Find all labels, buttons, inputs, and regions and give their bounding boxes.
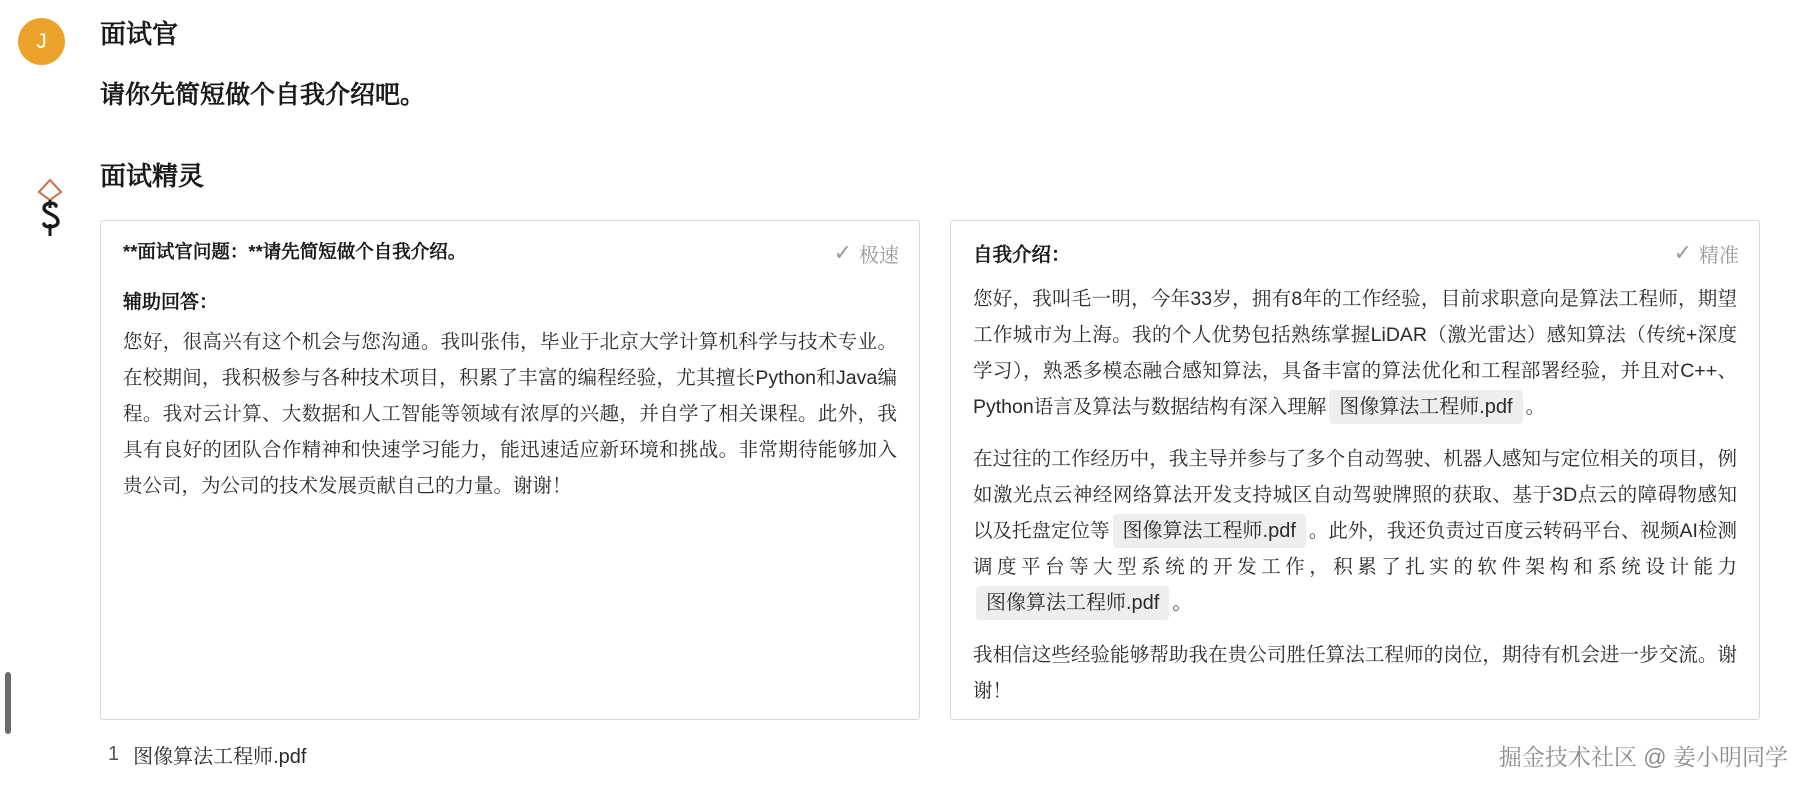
interviewer-message-body	[100, 18, 1812, 113]
self-intro-p2-text-c: 。	[1172, 592, 1192, 615]
assist-answer-text: 您好，很高兴有这个机会与您沟通。我叫张伟，毕业于北京大学计算机科学与技术专业。在校期间，我积极参与各种技术项目，积累了丰富的编程经验，尤其擅长Python和Java编程。我对云计算、大数据和人工智能等领域有浓厚的兴趣，并自学了相关课程。此外，我具有良好的团队合作精神和快速学习能力，能迅速适应新环境和挑战。非常期待能够加入贵公司，为公司的技术发展贡献自己的力量。谢谢！	[123, 330, 897, 497]
assistant-name: 面试精灵	[100, 161, 205, 191]
assistant-message	[0, 160, 1812, 769]
precise-mode-badge-label: 精准	[1699, 244, 1739, 267]
self-intro-p1-text-b: 。	[1525, 395, 1546, 418]
self-intro-p2-text-a: 在过往的工作经历中，我主导并参与了多个自动驾驶、机器人感知与定位相关的项目，例如激光点云神经网络算法开发支持城区自动驾驶牌照的获取、基于3D点云的障碍物感知以及托盘定位等	[973, 448, 1737, 543]
interviewer-question: 请你先简短做个自我介绍吧。	[100, 80, 426, 109]
attachment-filename[interactable]: 图像算法工程师.pdf	[133, 745, 307, 768]
check-icon: ✓	[1673, 240, 1692, 266]
fast-mode-badge[interactable]	[834, 239, 899, 268]
interviewer-message	[0, 0, 1812, 113]
interview-question-line: **面试官问题：**请先简短做个自我介绍。	[123, 240, 467, 262]
fast-answer-panel	[100, 220, 920, 720]
attachment-index: 1	[108, 742, 120, 765]
precise-mode-badge[interactable]	[1674, 239, 1739, 268]
precise-answer-panel	[950, 220, 1760, 720]
assist-answer-title: 辅助回答：	[123, 291, 219, 313]
assistant-logo-icon	[28, 178, 72, 244]
self-intro-p1-text-a: 您好，我叫毛一明，今年33岁，拥有8年的工作经验，目前求职意向是算法工程师，期望工作城市为上海。我的个人优势包括熟练掌握LiDAR（激光雷达）感知算法（传统+深度学习），熟悉多模态融合感知算法，具备丰富的算法优化和工程部署经验，并且对C++、Python语言及算法与数据结构有深入理解	[973, 287, 1737, 418]
check-icon: ✓	[833, 240, 852, 266]
citation-chip[interactable]: 图像算法工程师.pdf	[976, 586, 1169, 620]
citation-chip[interactable]: 图像算法工程师.pdf	[1329, 390, 1522, 424]
self-intro-paragraph-2	[973, 441, 1737, 621]
watermark: 掘金技术社区 @ 姜小明同学	[1498, 744, 1788, 770]
answer-panels	[100, 220, 1782, 720]
self-intro-title: 自我介绍：	[973, 243, 1071, 266]
self-intro-paragraph-3: 我相信这些经验能够帮助我在贵公司胜任算法工程师的岗位，期待有机会进一步交流。谢谢！	[973, 644, 1737, 703]
self-intro-p2-text-b: 。此外，我还负责过百度云转码平台、视频AI检测调度平台等大型系统的开发工作，积累了扎实的软件架构和系统设计能力	[973, 520, 1737, 579]
self-intro-paragraph-1	[973, 281, 1737, 425]
fast-mode-badge-label: 极速	[859, 244, 899, 267]
citation-chip[interactable]: 图像算法工程师.pdf	[1113, 514, 1306, 548]
avatar: J	[18, 18, 65, 65]
assistant-message-body	[100, 160, 1812, 769]
interviewer-name: 面试官	[100, 19, 179, 49]
